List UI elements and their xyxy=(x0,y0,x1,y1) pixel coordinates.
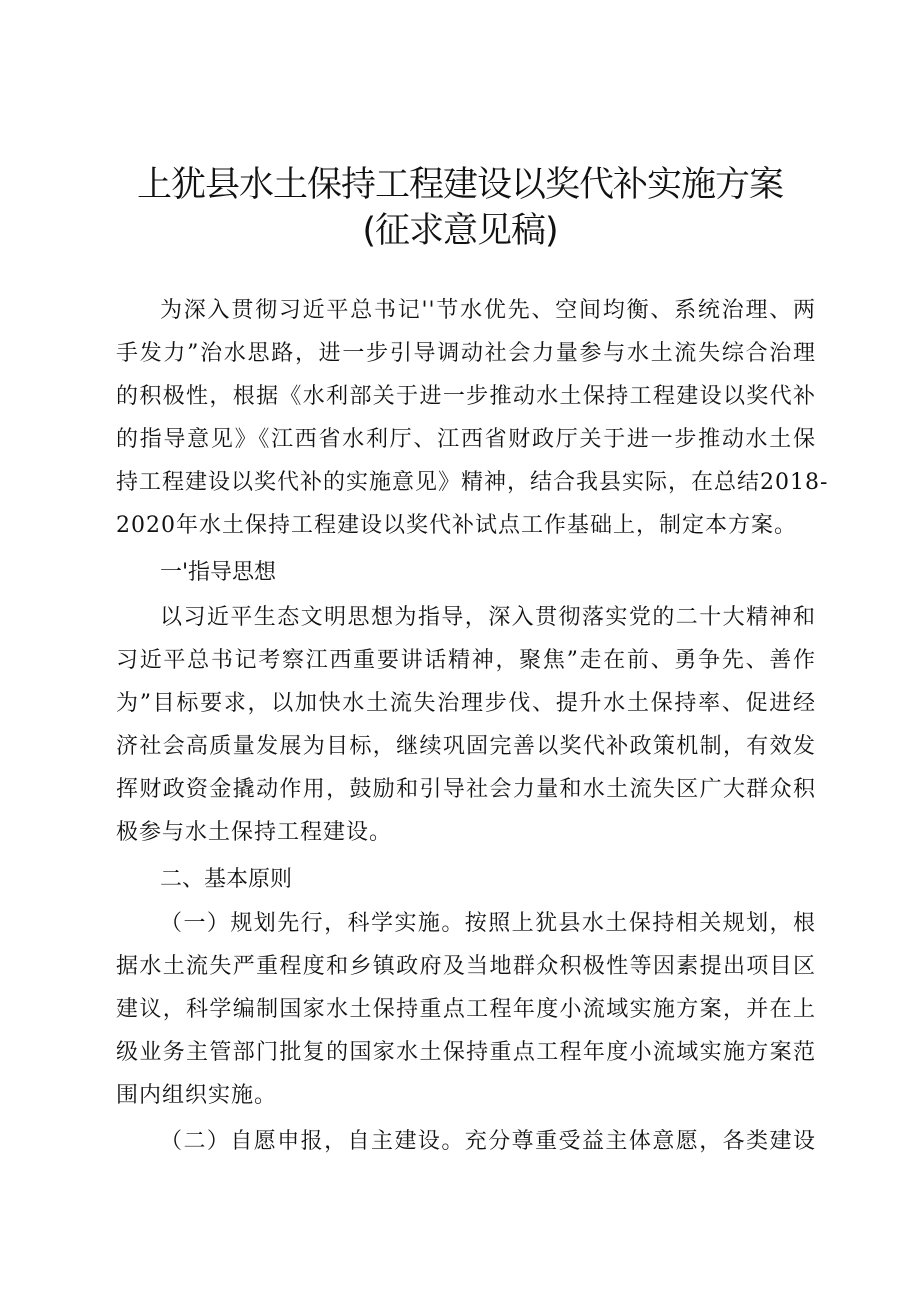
section1-line: 为”目标要求，以加快水土流失治理步伐、提升水土保持率、促进经 xyxy=(116,691,816,716)
section1-line: 习近平总书记考察江西重要讲话精神，聚焦”走在前、勇争先、善作 xyxy=(116,648,816,673)
section-heading-guiding-ideology: 一'指导思想 xyxy=(160,560,277,585)
principle1-line: 据水土流失严重程度和乡镇政府及当地群众积极性等因素提出项目区 xyxy=(116,954,816,979)
section1-line: 极参与水土保持工程建设。 xyxy=(116,820,393,845)
principle1-line: 围内组织实施。 xyxy=(116,1083,278,1108)
intro-line: 手发力”治水思路，进一步引导调动社会力量参与水土流失综合治理 xyxy=(116,341,816,366)
intro-line: 为深入贯彻习近平总书记''节水优先、空间均衡、系统治理、两 xyxy=(160,298,816,323)
intro-line: 持工程建设以奖代补的实施意见》精神，结合我县实际，在总结2018- xyxy=(116,470,829,495)
section1-line: 济社会高质量发展为目标，继续巩固完善以奖代补政策机制，有效发 xyxy=(116,734,816,759)
principle2-line: （二）自愿申报，自主建设。充分尊重受益主体意愿，各类建设 xyxy=(160,1129,816,1154)
intro-line: 的指导意见》《江西省水利厅、江西省财政厅关于进一步推动水土保 xyxy=(116,427,816,452)
document-title: 上犹县水土保持工程建设以奖代补实施方案 xyxy=(136,165,783,205)
document-subtitle: (征求意见稿) xyxy=(362,211,558,251)
principle1-line: 建议，科学编制国家水土保持重点工程年度小流域实施方案，并在上 xyxy=(116,997,816,1022)
section-heading-basic-principles: 二、基本原则 xyxy=(160,867,293,892)
principle1-line: （一）规划先行，科学实施。按照上犹县水土保持相关规划，根 xyxy=(160,911,816,936)
principle1-line: 级业务主管部门批复的国家水土保持重点工程年度小流域实施方案范 xyxy=(116,1040,816,1065)
section1-line: 以习近平生态文明思想为指导，深入贯彻落实党的二十大精神和 xyxy=(160,605,816,630)
intro-line: 的积极性，根据《水利部关于进一步推动水土保持工程建设以奖代补 xyxy=(116,384,816,409)
intro-line: 2020年水土保持工程建设以奖代补试点工作基础上，制定本方案。 xyxy=(116,513,797,538)
section1-line: 挥财政资金撬动作用，鼓励和引导社会力量和水土流失区广大群众积 xyxy=(116,777,816,802)
